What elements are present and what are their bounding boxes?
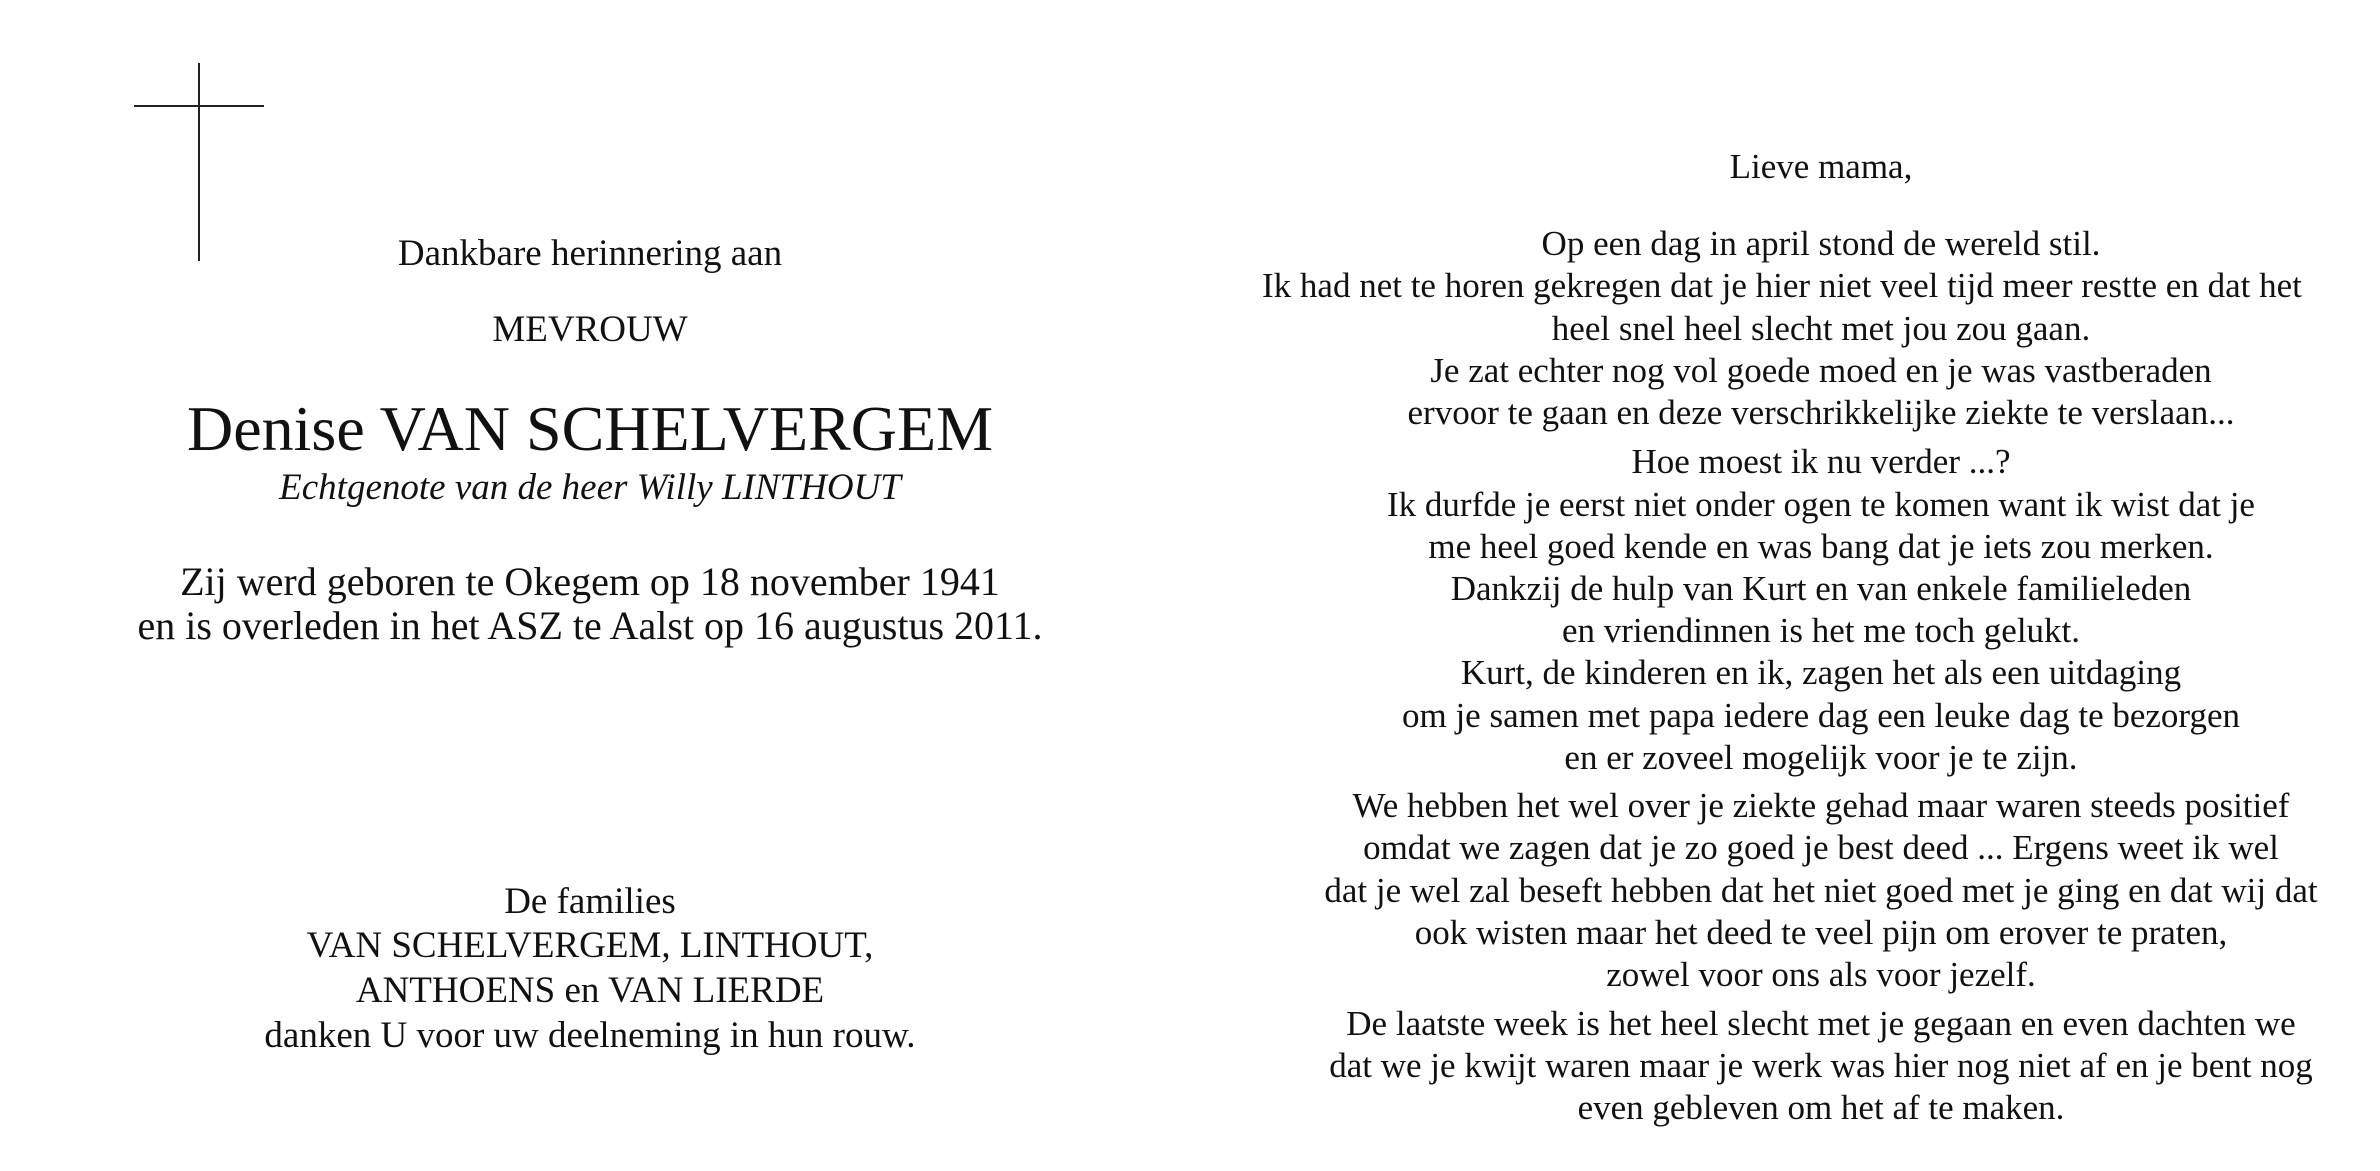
poem-line: om je samen met papa iedere dag een leuke dag te bezorgen [1401, 696, 2240, 735]
death-line: en is overleden in het ASZ te Aalst op 16 augustus 2011. [137, 603, 1043, 648]
poem-line: me heel goed kende en was bang dat je iets zou merken. [1428, 527, 2214, 566]
families-line: De families [504, 881, 676, 922]
families-line: ANTHOENS en VAN LIERDE [355, 970, 825, 1011]
poem-line: omdat we zagen dat je zo goed je best deed ... Ergens weet ik wel [1363, 828, 2279, 867]
poem-line: even gebleven om het af te maken. [1577, 1088, 2065, 1127]
poem-line: en er zoveel mogelijk voor je te zijn. [1564, 738, 2078, 777]
poem-line: heel snel heel slecht met jou zou gaan. [1551, 309, 2091, 348]
poem-line: Hoe moest ik nu verder ...? [1631, 442, 2011, 481]
poem-line: zowel voor ons als voor jezelf. [1606, 955, 2036, 994]
honorific: MEVROUW [492, 309, 688, 350]
poem-greeting: Lieve mama, [1729, 147, 1913, 186]
poem-line: dat we je kwijt waren maar je werk was hier nog niet af en je bent nog [1329, 1046, 2313, 1085]
poem-line: Ik had net te horen gekregen dat je hier niet veel tijd meer restte en dat het [1262, 266, 2302, 305]
deceased-name: Denise VAN SCHELVERGEM [187, 393, 993, 464]
intro-text: Dankbare herinnering aan [397, 233, 783, 274]
families-line: VAN SCHELVERGEM, LINTHOUT, [306, 925, 874, 966]
poem-line: en vriendinnen is het me toch gelukt. [1561, 611, 2081, 650]
spouse-line: Echtgenote van de heer Willy LINTHOUT [279, 467, 901, 508]
right-panel [1262, 0, 2380, 1171]
poem-line: dat je wel zal beseft hebben dat het niet goed met je ging en dat wij dat [1324, 871, 2318, 910]
poem-line: Dankzij de hulp van Kurt en van enkele familieleden [1450, 569, 2192, 608]
poem-line: Op een dag in april stond de wereld stil. [1541, 224, 2101, 263]
poem-line: Je zat echter nog vol goede moed en je was vastberaden [1430, 351, 2212, 390]
birth-line: Zij werd geboren te Okegem op 18 november 1941 [180, 559, 1000, 604]
poem-line: ook wisten maar het deed te veel pijn om erover te praten, [1414, 913, 2228, 952]
poem-line: We hebben het wel over je ziekte gehad maar waren steeds positief [1352, 786, 2290, 825]
poem-line: Ik durfde je eerst niet onder ogen te komen want ik wist dat je [1387, 485, 2255, 524]
poem-line: Kurt, de kinderen en ik, zagen het als een uitdaging [1460, 653, 2182, 692]
poem-line: De laatste week is het heel slecht met je gegaan en even dachten we [1346, 1004, 2296, 1043]
families-line: danken U voor uw deelneming in hun rouw. [264, 1015, 916, 1056]
left-panel [40, 0, 1140, 1171]
poem-line: ervoor te gaan en deze verschrikkelijke ziekte te verslaan... [1407, 393, 2235, 432]
